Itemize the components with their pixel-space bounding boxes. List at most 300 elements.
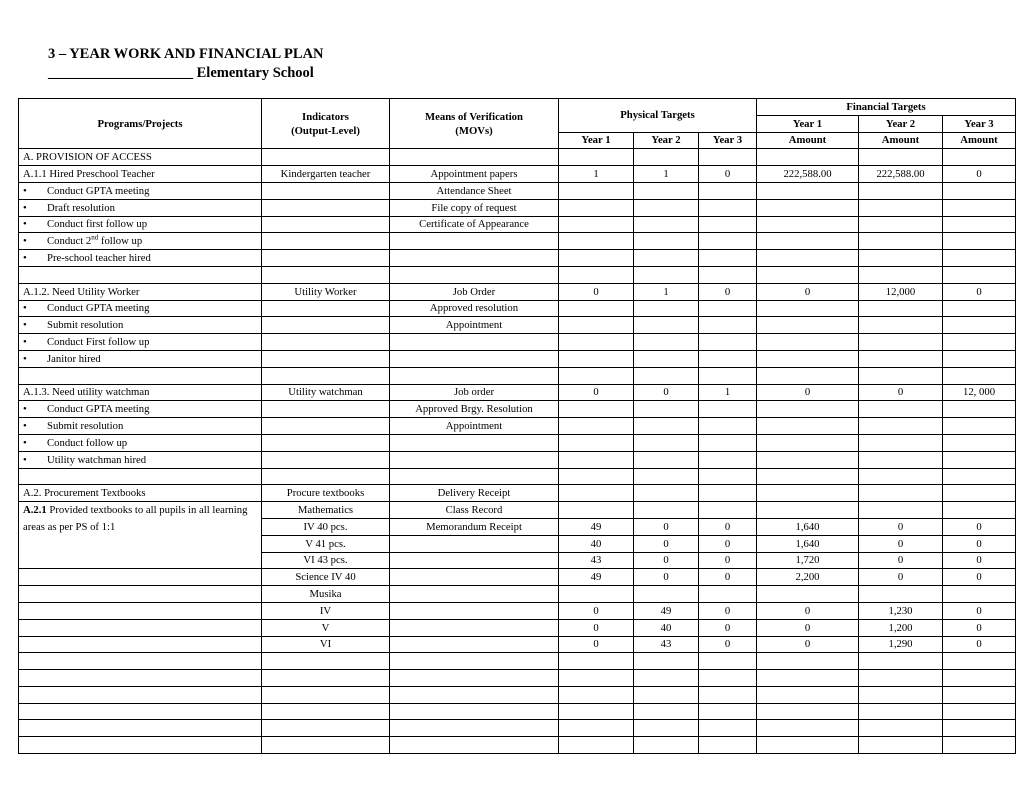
indicator-cell: Musika xyxy=(262,586,390,603)
amount-year3-cell xyxy=(943,451,1016,468)
mov-cell xyxy=(390,350,559,367)
amount-year2-cell: 1,290 xyxy=(859,636,943,653)
physical-year2-cell xyxy=(634,737,699,754)
physical-year1-cell xyxy=(559,182,634,199)
physical-year1-cell xyxy=(559,653,634,670)
mov-cell xyxy=(390,266,559,283)
indicator-cell xyxy=(262,149,390,166)
program-cell xyxy=(19,653,262,670)
table-row xyxy=(19,502,1016,519)
program-cell: • Conduct 2nd follow up xyxy=(19,233,262,250)
indicator-cell: Utility watchman xyxy=(262,384,390,401)
header-programs: Programs/Projects xyxy=(19,99,262,149)
physical-year1-cell xyxy=(559,350,634,367)
physical-year3-cell: 0 xyxy=(699,518,757,535)
mov-cell: Appointment xyxy=(390,317,559,334)
indicator-cell xyxy=(262,703,390,720)
indicator-cell xyxy=(262,737,390,754)
bullet-icon: • xyxy=(23,302,27,315)
table-row xyxy=(19,720,1016,737)
physical-year3-cell: 0 xyxy=(699,166,757,183)
table-row xyxy=(19,602,1016,619)
physical-year3-cell xyxy=(699,737,757,754)
table-row xyxy=(19,216,1016,233)
bullet-icon: • xyxy=(23,336,27,349)
amount-year1-cell xyxy=(757,703,859,720)
mov-cell xyxy=(390,569,559,586)
program-cell: • Draft resolution xyxy=(19,199,262,216)
amount-year3-cell: 0 xyxy=(943,283,1016,300)
mov-cell: Appointment xyxy=(390,418,559,435)
physical-year2-cell: 49 xyxy=(634,602,699,619)
physical-year3-cell xyxy=(699,502,757,519)
amount-year2-cell xyxy=(859,266,943,283)
mov-cell xyxy=(390,250,559,267)
physical-year2-cell xyxy=(634,199,699,216)
indicator-cell xyxy=(262,686,390,703)
amount-year2-cell xyxy=(859,250,943,267)
physical-year2-cell xyxy=(634,653,699,670)
physical-year1-cell: 0 xyxy=(559,283,634,300)
physical-year1-cell: 49 xyxy=(559,518,634,535)
physical-year1-cell: 0 xyxy=(559,636,634,653)
amount-year1-cell xyxy=(757,653,859,670)
indicator-cell: VI 43 pcs. xyxy=(262,552,390,569)
physical-year1-cell xyxy=(559,199,634,216)
physical-year2-cell xyxy=(634,670,699,687)
indicator-cell xyxy=(262,350,390,367)
indicator-cell: Kindergarten teacher xyxy=(262,166,390,183)
physical-year3-cell xyxy=(699,653,757,670)
mov-cell xyxy=(390,686,559,703)
header-physical-targets: Physical Targets xyxy=(559,99,757,133)
physical-year3-cell xyxy=(699,334,757,351)
amount-year3-cell xyxy=(943,266,1016,283)
mov-cell xyxy=(390,636,559,653)
amount-year3-cell: 0 xyxy=(943,552,1016,569)
mov-cell xyxy=(390,586,559,603)
amount-year2-cell xyxy=(859,300,943,317)
physical-year2-cell xyxy=(634,182,699,199)
indicator-cell: IV xyxy=(262,602,390,619)
amount-year1-cell: 1,640 xyxy=(757,535,859,552)
indicator-cell xyxy=(262,434,390,451)
program-cell xyxy=(19,686,262,703)
amount-year3-cell xyxy=(943,434,1016,451)
amount-year3-cell: 0 xyxy=(943,535,1016,552)
mov-cell: Job Order xyxy=(390,283,559,300)
amount-year1-cell xyxy=(757,250,859,267)
bullet-icon: • xyxy=(23,319,27,332)
physical-year1-cell: 1 xyxy=(559,166,634,183)
physical-year3-cell: 0 xyxy=(699,283,757,300)
physical-year3-cell xyxy=(699,434,757,451)
amount-year1-cell xyxy=(757,317,859,334)
amount-year2-cell xyxy=(859,502,943,519)
amount-year1-cell xyxy=(757,233,859,250)
physical-year1-cell: 0 xyxy=(559,619,634,636)
physical-year3-cell: 0 xyxy=(699,602,757,619)
amount-year2-cell xyxy=(859,334,943,351)
amount-year3-cell xyxy=(943,670,1016,687)
amount-year2-cell xyxy=(859,367,943,384)
table-row xyxy=(19,737,1016,754)
amount-year2-cell xyxy=(859,670,943,687)
program-cell xyxy=(19,468,262,485)
program-cell xyxy=(19,670,262,687)
amount-year3-cell: 0 xyxy=(943,619,1016,636)
amount-year3-cell: 0 xyxy=(943,166,1016,183)
table-row xyxy=(19,485,1016,502)
mov-cell xyxy=(390,451,559,468)
mov-cell xyxy=(390,334,559,351)
mov-cell xyxy=(390,602,559,619)
amount-year3-cell xyxy=(943,418,1016,435)
indicator-cell: V 41 pcs. xyxy=(262,535,390,552)
indicator-cell xyxy=(262,182,390,199)
amount-year2-cell xyxy=(859,199,943,216)
header-phys-year2: Year 2 xyxy=(634,132,699,149)
physical-year3-cell xyxy=(699,300,757,317)
indicator-cell xyxy=(262,233,390,250)
physical-year1-cell xyxy=(559,737,634,754)
amount-year2-cell xyxy=(859,451,943,468)
amount-year1-cell: 1,720 xyxy=(757,552,859,569)
bullet-icon: • xyxy=(23,184,27,197)
table-row xyxy=(19,418,1016,435)
physical-year2-cell xyxy=(634,686,699,703)
physical-year3-cell xyxy=(699,266,757,283)
mov-cell: Appointment papers xyxy=(390,166,559,183)
amount-year3-cell xyxy=(943,502,1016,519)
amount-year3-cell xyxy=(943,703,1016,720)
amount-year3-cell: 0 xyxy=(943,518,1016,535)
physical-year2-cell xyxy=(634,149,699,166)
physical-year3-cell xyxy=(699,199,757,216)
physical-year2-cell: 43 xyxy=(634,636,699,653)
indicator-cell xyxy=(262,401,390,418)
mov-cell: Approved resolution xyxy=(390,300,559,317)
indicator-cell: Mathematics xyxy=(262,502,390,519)
header-amount-year2: Amount xyxy=(859,132,943,149)
physical-year1-cell xyxy=(559,300,634,317)
program-cell: • Pre-school teacher hired xyxy=(19,250,262,267)
amount-year2-cell xyxy=(859,317,943,334)
program-cell: A.2. Procurement Textbooks xyxy=(19,485,262,502)
physical-year2-cell xyxy=(634,317,699,334)
physical-year2-cell: 0 xyxy=(634,535,699,552)
physical-year1-cell xyxy=(559,686,634,703)
mov-cell: File copy of request xyxy=(390,199,559,216)
physical-year3-cell xyxy=(699,418,757,435)
physical-year2-cell: 0 xyxy=(634,384,699,401)
amount-year1-cell xyxy=(757,300,859,317)
header-financial-targets: Financial Targets xyxy=(757,99,1016,116)
amount-year3-cell: 0 xyxy=(943,636,1016,653)
amount-year2-cell: 1,200 xyxy=(859,619,943,636)
physical-year3-cell xyxy=(699,367,757,384)
mov-cell xyxy=(390,703,559,720)
indicator-cell: Science IV 40 xyxy=(262,569,390,586)
amount-year1-cell: 0 xyxy=(757,384,859,401)
physical-year1-cell xyxy=(559,502,634,519)
physical-year3-cell xyxy=(699,149,757,166)
indicator-cell: Procure textbooks xyxy=(262,485,390,502)
bullet-icon: • xyxy=(23,453,27,466)
amount-year2-cell xyxy=(859,434,943,451)
physical-year1-cell: 0 xyxy=(559,602,634,619)
amount-year1-cell xyxy=(757,451,859,468)
indicator-cell xyxy=(262,653,390,670)
physical-year3-cell xyxy=(699,686,757,703)
amount-year2-cell: 0 xyxy=(859,384,943,401)
table-row xyxy=(19,703,1016,720)
amount-year3-cell xyxy=(943,317,1016,334)
physical-year2-cell: 0 xyxy=(634,518,699,535)
physical-year2-cell xyxy=(634,216,699,233)
program-cell xyxy=(19,737,262,754)
program-cell xyxy=(19,720,262,737)
amount-year3-cell xyxy=(943,720,1016,737)
amount-year3-cell xyxy=(943,216,1016,233)
physical-year1-cell: 49 xyxy=(559,569,634,586)
amount-year2-cell: 0 xyxy=(859,552,943,569)
amount-year2-cell xyxy=(859,149,943,166)
program-cell xyxy=(19,636,262,653)
physical-year1-cell xyxy=(559,317,634,334)
amount-year2-cell xyxy=(859,233,943,250)
mov-cell xyxy=(390,434,559,451)
school-name-line: ____________________ Elementary School xyxy=(48,65,314,81)
physical-year3-cell xyxy=(699,401,757,418)
physical-year1-cell xyxy=(559,367,634,384)
amount-year1-cell: 2,200 xyxy=(757,569,859,586)
amount-year1-cell xyxy=(757,149,859,166)
table-row xyxy=(19,233,1016,250)
indicator-cell xyxy=(262,199,390,216)
physical-year1-cell xyxy=(559,233,634,250)
physical-year1-cell xyxy=(559,434,634,451)
mov-cell xyxy=(390,720,559,737)
physical-year1-cell xyxy=(559,703,634,720)
program-cell xyxy=(19,619,262,636)
indicator-cell: VI xyxy=(262,636,390,653)
physical-year3-cell: 0 xyxy=(699,636,757,653)
physical-year2-cell xyxy=(634,300,699,317)
amount-year1-cell xyxy=(757,334,859,351)
amount-year3-cell: 0 xyxy=(943,569,1016,586)
program-cell: • Janitor hired xyxy=(19,350,262,367)
table-row xyxy=(19,653,1016,670)
mov-cell: Certificate of Appearance xyxy=(390,216,559,233)
physical-year1-cell xyxy=(559,468,634,485)
mov-cell xyxy=(390,233,559,250)
physical-year2-cell: 0 xyxy=(634,569,699,586)
amount-year1-cell: 222,588.00 xyxy=(757,166,859,183)
table-row xyxy=(19,149,1016,166)
table-row xyxy=(19,266,1016,283)
amount-year1-cell xyxy=(757,586,859,603)
program-cell xyxy=(19,586,262,603)
program-cell: A. PROVISION OF ACCESS xyxy=(19,149,262,166)
table-row xyxy=(19,384,1016,401)
program-cell: A.1.3. Need utility watchman xyxy=(19,384,262,401)
table-row xyxy=(19,334,1016,351)
physical-year1-cell xyxy=(559,670,634,687)
amount-year1-cell xyxy=(757,737,859,754)
amount-year2-cell xyxy=(859,686,943,703)
header-amount-year3: Amount xyxy=(943,132,1016,149)
physical-year2-cell xyxy=(634,485,699,502)
amount-year1-cell xyxy=(757,502,859,519)
indicator-cell xyxy=(262,317,390,334)
mov-cell: Job order xyxy=(390,384,559,401)
amount-year3-cell xyxy=(943,653,1016,670)
physical-year3-cell: 0 xyxy=(699,552,757,569)
physical-year2-cell xyxy=(634,720,699,737)
physical-year2-cell: 1 xyxy=(634,166,699,183)
table-row xyxy=(19,250,1016,267)
mov-cell xyxy=(390,552,559,569)
amount-year2-cell: 222,588.00 xyxy=(859,166,943,183)
mov-cell: Approved Brgy. Resolution xyxy=(390,401,559,418)
amount-year2-cell: 0 xyxy=(859,518,943,535)
amount-year2-cell xyxy=(859,720,943,737)
table-row xyxy=(19,317,1016,334)
amount-year2-cell: 0 xyxy=(859,569,943,586)
mov-cell xyxy=(390,367,559,384)
physical-year3-cell: 0 xyxy=(699,619,757,636)
table-row xyxy=(19,199,1016,216)
amount-year1-cell xyxy=(757,468,859,485)
amount-year1-cell xyxy=(757,199,859,216)
table-row xyxy=(19,586,1016,603)
mov-cell xyxy=(390,468,559,485)
table-row xyxy=(19,283,1016,300)
amount-year1-cell xyxy=(757,670,859,687)
amount-year3-cell xyxy=(943,199,1016,216)
program-cell: • Utility watchman hired xyxy=(19,451,262,468)
amount-year3-cell xyxy=(943,300,1016,317)
physical-year1-cell xyxy=(559,149,634,166)
table-row xyxy=(19,300,1016,317)
program-cell xyxy=(19,602,262,619)
physical-year1-cell xyxy=(559,586,634,603)
mov-cell xyxy=(390,670,559,687)
physical-year3-cell xyxy=(699,720,757,737)
table-row xyxy=(19,350,1016,367)
table-row xyxy=(19,434,1016,451)
header-phys-year1: Year 1 xyxy=(559,132,634,149)
physical-year2-cell xyxy=(634,367,699,384)
physical-year2-cell: 40 xyxy=(634,619,699,636)
physical-year3-cell: 0 xyxy=(699,535,757,552)
program-cell: A.1.2. Need Utility Worker xyxy=(19,283,262,300)
physical-year1-cell xyxy=(559,401,634,418)
amount-year3-cell xyxy=(943,401,1016,418)
physical-year3-cell xyxy=(699,216,757,233)
header-fin-year3: Year 3 xyxy=(943,115,1016,132)
header-means-of-verification: Means of Verification (MOVs) xyxy=(390,99,559,149)
physical-year3-cell xyxy=(699,250,757,267)
physical-year3-cell xyxy=(699,451,757,468)
amount-year3-cell xyxy=(943,334,1016,351)
amount-year2-cell: 12,000 xyxy=(859,283,943,300)
table-row xyxy=(19,569,1016,586)
indicator-cell xyxy=(262,451,390,468)
program-cell: • Conduct follow up xyxy=(19,434,262,451)
header-amount-year1: Amount xyxy=(757,132,859,149)
bullet-icon: • xyxy=(23,352,27,365)
mov-cell xyxy=(390,149,559,166)
indicator-cell xyxy=(262,418,390,435)
amount-year2-cell xyxy=(859,468,943,485)
mov-cell xyxy=(390,535,559,552)
amount-year3-cell xyxy=(943,686,1016,703)
physical-year3-cell xyxy=(699,703,757,720)
table-row xyxy=(19,619,1016,636)
indicator-cell xyxy=(262,334,390,351)
header-fin-year2: Year 2 xyxy=(859,115,943,132)
amount-year3-cell xyxy=(943,149,1016,166)
program-cell xyxy=(19,266,262,283)
amount-year3-cell xyxy=(943,233,1016,250)
program-cell xyxy=(19,367,262,384)
amount-year2-cell xyxy=(859,182,943,199)
physical-year3-cell xyxy=(699,485,757,502)
mov-cell: Memorandum Receipt xyxy=(390,518,559,535)
physical-year2-cell xyxy=(634,703,699,720)
indicator-cell xyxy=(262,468,390,485)
physical-year2-cell xyxy=(634,401,699,418)
amount-year3-cell xyxy=(943,737,1016,754)
amount-year3-cell xyxy=(943,367,1016,384)
mov-cell: Attendance Sheet xyxy=(390,182,559,199)
program-cell: • Conduct GPTA meeting xyxy=(19,182,262,199)
physical-year3-cell xyxy=(699,670,757,687)
amount-year1-cell xyxy=(757,216,859,233)
program-cell: A.1.1 Hired Preschool Teacher xyxy=(19,166,262,183)
table-row xyxy=(19,468,1016,485)
indicator-cell: Utility Worker xyxy=(262,283,390,300)
physical-year2-cell xyxy=(634,334,699,351)
amount-year2-cell: 1,230 xyxy=(859,602,943,619)
indicator-cell: V xyxy=(262,619,390,636)
amount-year3-cell: 12, 000 xyxy=(943,384,1016,401)
table-row xyxy=(19,401,1016,418)
amount-year1-cell xyxy=(757,350,859,367)
physical-year2-cell xyxy=(634,502,699,519)
program-cell xyxy=(19,703,262,720)
program-cell: A.2.1 Provided textbooks to all pupils in all learning areas as per PS of 1:1 xyxy=(19,502,262,569)
program-cell: • Submit resolution xyxy=(19,317,262,334)
bullet-icon: • xyxy=(23,403,27,416)
table-row xyxy=(19,670,1016,687)
bullet-icon: • xyxy=(23,201,27,214)
table-row xyxy=(19,166,1016,183)
work-financial-plan-table xyxy=(18,98,1016,754)
plan-body xyxy=(19,149,1016,754)
physical-year1-cell xyxy=(559,334,634,351)
table-row xyxy=(19,636,1016,653)
document-title: 3 – YEAR WORK AND FINANCIAL PLAN xyxy=(48,46,324,62)
physical-year2-cell xyxy=(634,418,699,435)
mov-cell xyxy=(390,653,559,670)
amount-year1-cell: 0 xyxy=(757,283,859,300)
amount-year2-cell xyxy=(859,485,943,502)
amount-year2-cell xyxy=(859,703,943,720)
physical-year1-cell xyxy=(559,418,634,435)
